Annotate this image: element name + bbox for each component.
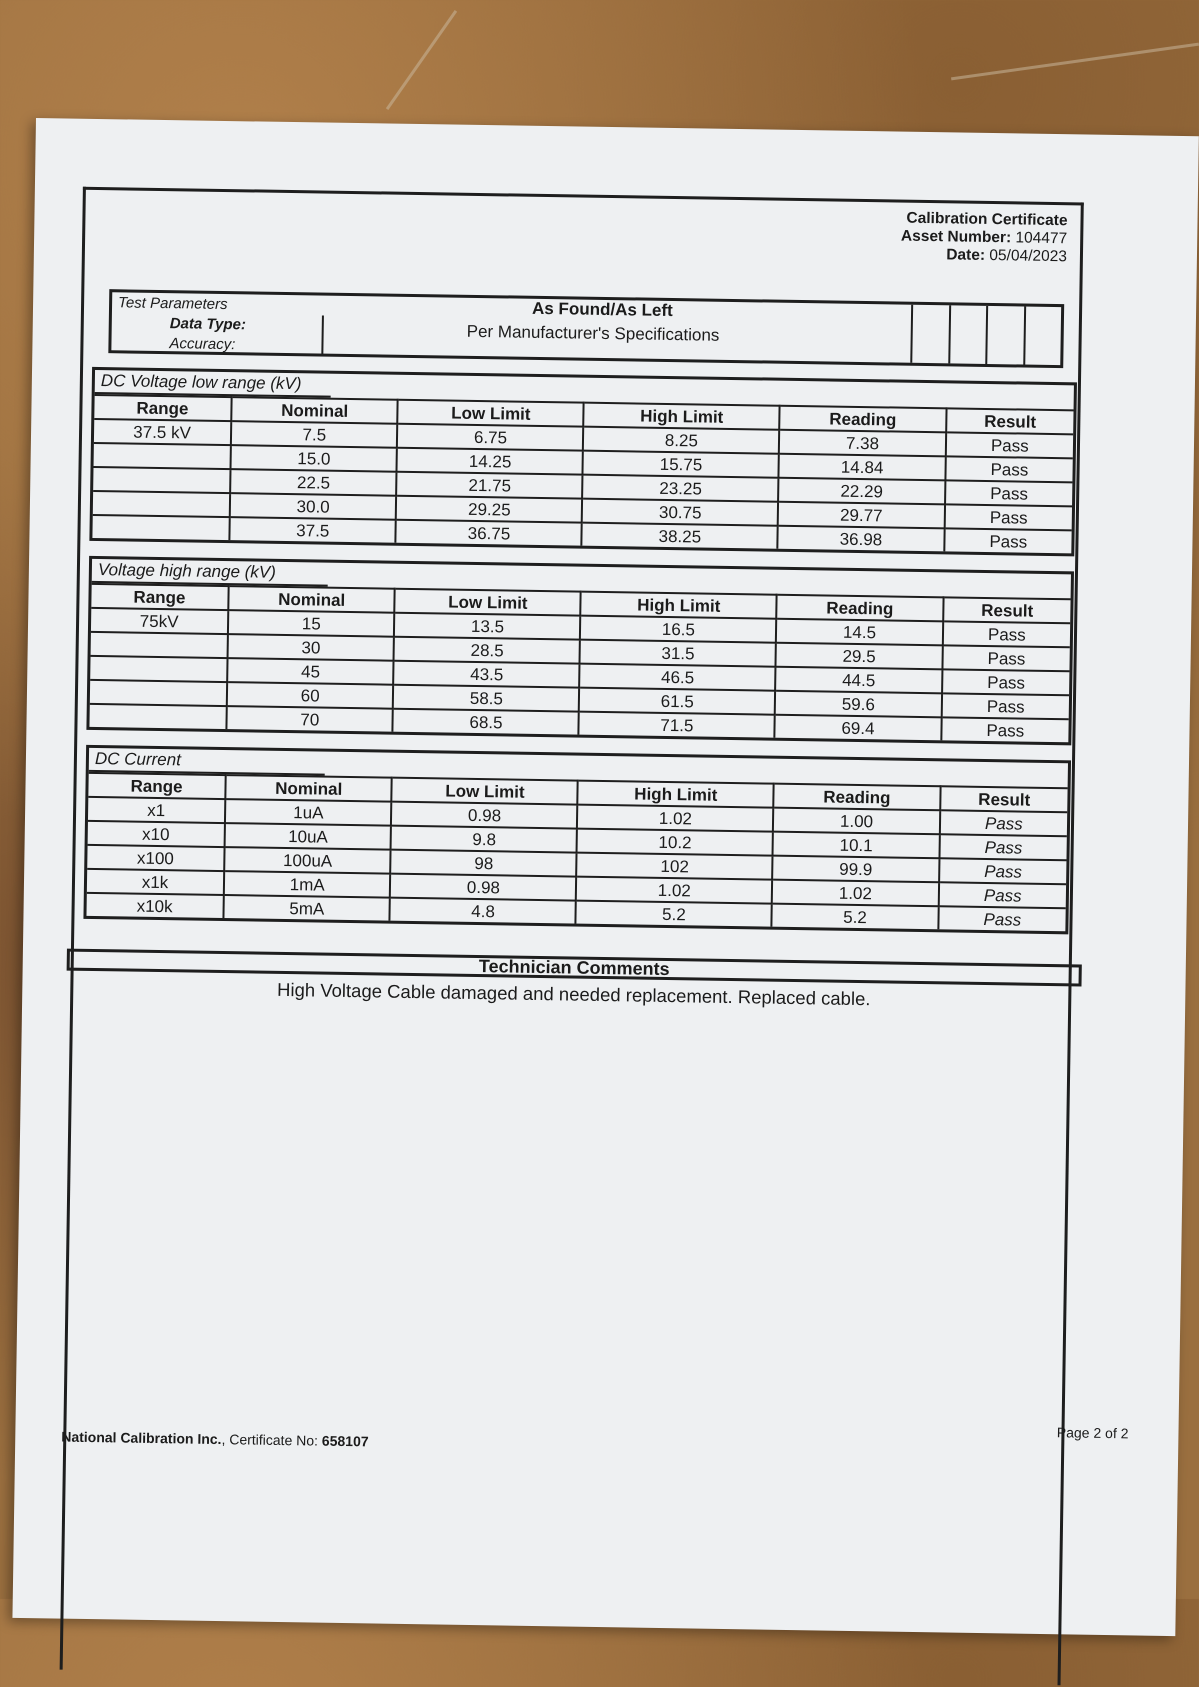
table-cell: 1.00 [773,808,940,835]
table-cell: 100uA [224,847,391,874]
table-cell: 58.5 [393,685,579,712]
table-cell: 7.5 [231,421,398,448]
table-cell [90,680,227,706]
table-cell: 36.98 [778,526,945,552]
table-cell: Pass [941,693,1069,719]
table-cell: 36.75 [396,520,582,546]
asset-number-label: Asset Number: [900,227,1012,247]
table-cell: 71.5 [579,712,775,738]
column-header: Nominal [231,397,398,424]
parameters-divider [321,316,324,356]
table-cell: 5.2 [772,904,939,930]
table-cell [94,443,231,469]
table-cell: 75kV [91,608,228,634]
column-header: High Limit [578,781,774,808]
company-name: National Calibration Inc. [61,1428,222,1448]
certificate-label: , Certificate No: [221,1431,323,1449]
table-cell: 43.5 [394,661,580,688]
table-cell: Pass [942,669,1070,695]
table-cell: 14.84 [779,454,946,481]
table-cell: 59.6 [775,691,942,718]
table-cell [93,467,230,493]
table-cell: 1.02 [576,877,772,904]
dc-current-table [86,772,1067,931]
section-title: Voltage high range (kV) [92,559,328,587]
table-cell: Pass [944,528,1072,553]
table-cell [92,515,229,540]
table-cell: x10 [88,821,225,847]
table-cell: Pass [945,480,1073,506]
column-header: Reading [774,784,941,811]
table-cell: 31.5 [580,640,776,667]
floor-seam [386,10,457,110]
column-header: Result [946,408,1074,434]
column-header: Nominal [228,586,395,613]
table-cell: 22.5 [230,469,397,496]
date-label: Date: [946,246,986,264]
table-cell: Pass [939,834,1067,860]
table-cell: Pass [942,645,1070,671]
table-cell: 16.5 [580,616,776,643]
column-header: High Limit [581,592,777,619]
accuracy-value: Per Manufacturer's Specifications [466,321,720,345]
table-cell [90,656,227,682]
data-type-value: As Found/As Left [531,298,673,321]
table-cell: 28.5 [394,637,580,664]
technician-comments-heading: Technician Comments [67,949,1082,987]
table-cell: Pass [945,456,1073,482]
table-cell: 29.77 [778,502,945,529]
table-cell: 22.29 [778,478,945,505]
table-cell: 38.25 [582,523,778,549]
table-cell: x1 [88,797,225,823]
table-cell: x100 [87,845,224,871]
table-cell: 102 [577,853,773,880]
column-header: Low Limit [392,778,578,805]
table-cell: Pass [938,882,1066,908]
table-cell: 5mA [224,895,391,921]
column-header: Result [943,597,1071,623]
table-cell: 0.98 [391,802,577,829]
table-cell: Pass [945,432,1073,458]
parameters-checkboxes [910,305,1061,365]
table-cell: 5.2 [576,901,772,927]
table-cell [89,704,226,729]
dc-voltage-low-section [89,367,1077,556]
table-cell: 10uA [225,823,392,850]
technician-comments-text: High Voltage Cable damaged and needed replacement. Replaced cable. [276,978,871,1010]
accuracy-label: Accuracy: [169,335,236,354]
table-cell: 45 [227,658,394,685]
page-number: Page 2 of 2 [1056,1424,1129,1442]
data-type-label: Data Type: [169,315,247,334]
voltage-high-table [89,583,1070,742]
table-cell: 13.5 [394,613,580,640]
certificate-title: Calibration Certificate [906,209,1068,230]
table-cell: Pass [939,858,1067,884]
table-cell: 68.5 [393,709,579,735]
table-cell: 30.75 [582,499,778,526]
table-cell: 98 [391,850,577,877]
table-cell: 37.5 kV [94,419,231,445]
table-cell: 6.75 [397,424,583,451]
table-cell: Pass [940,810,1068,836]
table-cell: 15.75 [583,451,779,478]
table-cell: Pass [943,621,1071,647]
table-cell: x1k [87,869,224,895]
column-header: Nominal [225,775,392,802]
table-cell: 99.9 [772,856,939,883]
table-cell: 14.25 [397,448,583,475]
table-cell [91,632,228,658]
column-header: Low Limit [395,589,581,616]
table-cell: 15 [228,610,395,637]
certificate-page [12,118,1198,1636]
column-header: Range [94,395,231,421]
table-cell [93,491,230,517]
column-header: Result [940,786,1068,812]
table-cell: 1.02 [772,880,939,907]
column-header: Reading [776,595,943,622]
dc-current-section [83,745,1071,934]
section-title: DC Current [89,748,325,776]
table-cell: 15.0 [231,445,398,472]
table-cell: 44.5 [775,667,942,694]
column-header: Low Limit [398,400,584,427]
floor-seam [951,43,1199,81]
table-cell: 23.25 [583,475,779,502]
section-title: DC Voltage low range (kV) [95,370,331,398]
column-header: Range [91,584,228,610]
table-cell: 7.38 [779,430,946,457]
table-cell: 10.2 [577,829,773,856]
certificate-header [901,210,1068,267]
table-cell: 1uA [225,799,392,826]
date-value: 05/04/2023 [989,246,1068,266]
table-cell: 14.5 [776,619,943,646]
column-header: Range [88,773,225,799]
column-header: Reading [779,406,946,433]
table-cell: Pass [941,717,1069,742]
table-cell: Pass [938,906,1066,931]
table-cell: 21.75 [397,472,583,499]
asset-number-value: 104477 [1015,229,1068,248]
table-cell: 61.5 [579,688,775,715]
table-cell: 37.5 [229,517,396,543]
table-cell: x10k [86,893,223,918]
table-cell: 30.0 [230,493,397,520]
table-cell: 29.5 [776,643,943,670]
table-cell: Pass [944,504,1072,530]
table-cell: 10.1 [773,832,940,859]
table-cell: 60 [227,682,394,709]
dc-voltage-low-table [92,394,1073,553]
table-cell: 69.4 [775,715,942,741]
table-cell: 46.5 [580,664,776,691]
test-parameters-label: Test Parameters [117,294,228,314]
table-cell: 0.98 [390,874,576,901]
table-cell: 1.02 [577,805,773,832]
table-cell: 30 [228,634,395,661]
voltage-high-section [86,556,1074,745]
table-cell: 8.25 [583,427,779,454]
certificate-number: 658107 [321,1432,369,1450]
table-cell: 29.25 [396,496,582,523]
table-cell: 4.8 [390,898,576,924]
table-cell: 70 [226,706,393,732]
table-cell: 9.8 [391,826,577,853]
column-header: High Limit [584,403,780,430]
table-cell: 1mA [224,871,391,898]
